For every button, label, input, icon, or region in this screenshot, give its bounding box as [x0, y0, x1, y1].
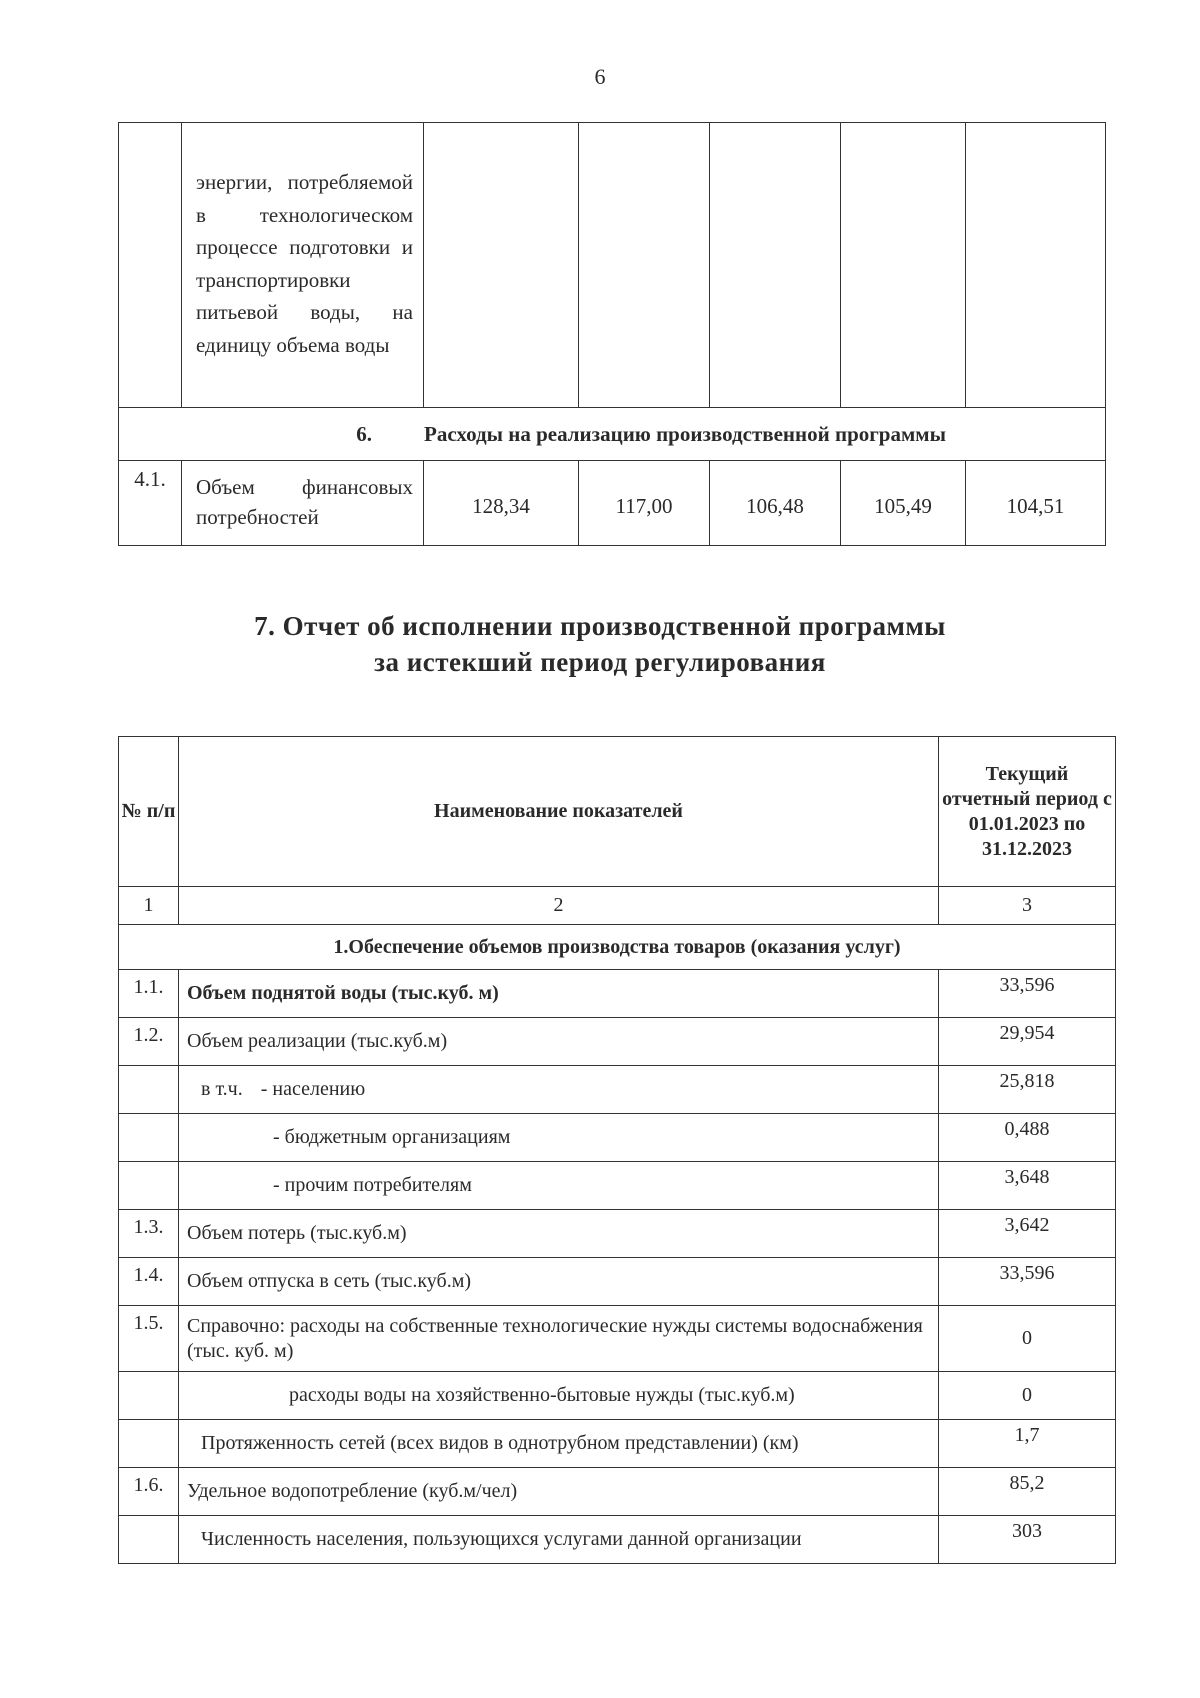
top-table	[118, 122, 1106, 546]
row-value: 303	[939, 1516, 1116, 1564]
table-row	[119, 1306, 1116, 1372]
value-cell: 128,34	[424, 461, 579, 546]
page-number: 6	[594, 64, 606, 89]
table-row	[119, 1210, 1116, 1258]
row-value: 0,488	[939, 1114, 1116, 1162]
row-index	[119, 1372, 179, 1420]
row-index: 1.2.	[119, 1018, 179, 1066]
row-index: 1.4.	[119, 1258, 179, 1306]
table-row	[119, 1516, 1116, 1564]
report-table	[118, 736, 1116, 1564]
row-name: Объем финансовых потребностей	[182, 461, 424, 546]
section-number: 6.	[356, 421, 372, 446]
section-header	[119, 408, 1106, 461]
row-name: Протяженность сетей (всех видов в однотрубном представлении) (км)	[179, 1420, 939, 1468]
row-name: расходы воды на хозяйственно-бытовые нужды (тыс.куб.м)	[179, 1372, 939, 1420]
row-index	[119, 1066, 179, 1114]
table-row	[119, 1066, 1116, 1114]
column-numbers-row	[119, 887, 1116, 925]
header-name: Наименование показателей	[179, 737, 939, 887]
row-name-cell	[179, 1066, 939, 1114]
row-name: - населению	[260, 1078, 366, 1100]
row-value: 29,954	[939, 1018, 1116, 1066]
table-row	[119, 461, 1106, 546]
row-index	[119, 1162, 179, 1210]
row-name: Объем реализации (тыс.куб.м)	[179, 1018, 939, 1066]
table-row	[119, 970, 1116, 1018]
row-prefix: в т.ч.	[201, 1078, 243, 1100]
header-num: № п/п	[119, 737, 179, 887]
row-value: 85,2	[939, 1468, 1116, 1516]
row-index: 1.1.	[119, 970, 179, 1018]
col-number: 2	[179, 887, 939, 925]
header-row	[119, 737, 1116, 887]
header-period: Текущий отчетный период с 01.01.2023 по 31.12.2023	[939, 737, 1116, 887]
section-title: 1.Обеспечение объемов производства товаров (оказания услуг)	[119, 925, 1116, 970]
row-name: Справочно: расходы на собственные технологические нужды системы водоснабжения (тыс. куб. м)	[179, 1306, 939, 1372]
value-cell: 117,00	[579, 461, 710, 546]
report-heading	[0, 608, 1200, 680]
row-name: Удельное водопотребление (куб.м/чел)	[179, 1468, 939, 1516]
value-cell: 104,51	[966, 461, 1106, 546]
row-index: 1.6.	[119, 1468, 179, 1516]
row-name: Объем потерь (тыс.куб.м)	[179, 1210, 939, 1258]
table-row	[119, 1468, 1116, 1516]
value-cell: 106,48	[710, 461, 841, 546]
section-row	[119, 408, 1106, 461]
section-row	[119, 925, 1116, 970]
row-name: - прочим потребителям	[179, 1162, 939, 1210]
table-row	[119, 1372, 1116, 1420]
table-row	[119, 1162, 1116, 1210]
index-cell	[119, 123, 182, 408]
row-name: Объем поднятой воды (тыс.куб. м)	[179, 970, 939, 1018]
table-row	[119, 1420, 1116, 1468]
table-row	[119, 1258, 1116, 1306]
row-value: 33,596	[939, 1258, 1116, 1306]
section-title: Расходы на реализацию производственной программы	[424, 421, 946, 446]
row-value: 25,818	[939, 1066, 1116, 1114]
col-number: 1	[119, 887, 179, 925]
table-row	[119, 123, 1106, 408]
table-row	[119, 1114, 1116, 1162]
row-name: Объем отпуска в сеть (тыс.куб.м)	[179, 1258, 939, 1306]
row-value: 3,648	[939, 1162, 1116, 1210]
row-index	[119, 1114, 179, 1162]
row-index: 4.1.	[119, 461, 182, 546]
row-value: 1,7	[939, 1420, 1116, 1468]
row-value: 3,642	[939, 1210, 1116, 1258]
table-row	[119, 1018, 1116, 1066]
heading-line-1: 7. Отчет об исполнении производственной программы	[254, 611, 946, 641]
row-index	[119, 1420, 179, 1468]
continued-text: энергии, потребляемой в технологическом процессе подготовки и транспортировки питьевой воды, на единицу объема воды	[182, 123, 424, 408]
row-index: 1.3.	[119, 1210, 179, 1258]
row-value: 33,596	[939, 970, 1116, 1018]
row-index: 1.5.	[119, 1306, 179, 1372]
row-name: Численность населения, пользующихся услугами данной организации	[179, 1516, 939, 1564]
row-value: 0	[939, 1372, 1116, 1420]
col-number: 3	[939, 887, 1116, 925]
value-cell: 105,49	[841, 461, 966, 546]
heading-line-2: за истекший период регулирования	[374, 647, 826, 677]
row-index	[119, 1516, 179, 1564]
row-value: 0	[939, 1306, 1116, 1372]
row-name: - бюджетным организациям	[179, 1114, 939, 1162]
